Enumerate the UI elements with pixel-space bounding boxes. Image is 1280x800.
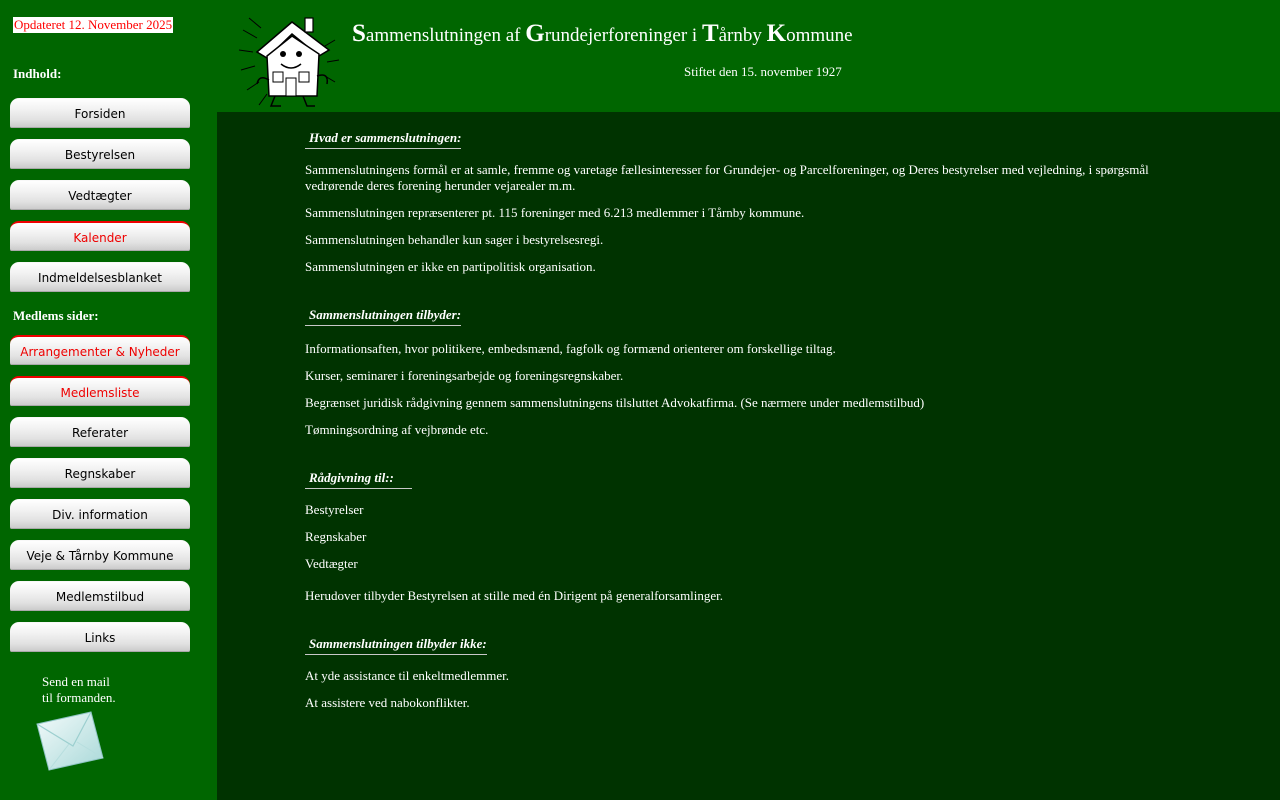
members-heading: Medlems sider: [13,308,99,323]
envelope-icon[interactable] [35,710,107,772]
section-heading: Sammenslutningen tilbyder ikke: [305,636,487,655]
section-offers [305,307,461,326]
paragraph: Tømningsordning af vejbrønde etc. [305,422,489,437]
paragraph: At assistere ved nabokonflikter. [305,695,470,710]
founded-date: Stiftet den 15. november 1927 [684,64,842,79]
sidebar [0,0,217,800]
section-heading: Rådgivning til:: [305,470,412,489]
nav-indmeldelsesblanket-button[interactable]: Indmeldelsesblanket [10,262,190,292]
nav-forsiden-button[interactable]: Forsiden [10,98,190,128]
mail-chairman-text[interactable] [42,674,116,706]
house-mascot-icon [237,10,343,108]
paragraph: Sammenslutningen er ikke en partipolitisk organisation. [305,259,596,274]
section-heading: Sammenslutningen tilbyder: [305,307,461,326]
paragraph: Kurser, seminarer i foreningsarbejde og foreningsregnskaber. [305,368,624,383]
nav-bestyrelsen-button[interactable]: Bestyrelsen [10,139,190,169]
nav-medlemsliste-button[interactable]: Medlemsliste [10,376,190,406]
contents-heading: Indhold: [13,66,62,81]
header [217,0,1280,112]
nav-regnskaber-button[interactable]: Regnskaber [10,458,190,488]
paragraph: Vedtægter [305,556,358,571]
paragraph: Begrænset juridisk rådgivning gennem sammenslutningens tilsluttet Advokatfirma. (Se nærmere under medlemstilbud) [305,395,925,410]
nav-kalender-button[interactable]: Kalender [10,221,190,251]
nav-arrangementer-button[interactable]: Arrangementer & Nyheder [10,335,190,365]
section-heading: Hvad er sammenslutningen: [305,130,461,149]
nav-vedtaegter-button[interactable]: Vedtægter [10,180,190,210]
paragraph: Sammenslutningen repræsenterer pt. 115 foreninger med 6.213 medlemmer i Tårnby kommune. [305,205,805,220]
section-advice [305,470,412,489]
section-what-is [305,130,461,149]
nav-medlemstilbud-button[interactable]: Medlemstilbud [10,581,190,611]
nav-veje-taarnby-button[interactable]: Veje & Tårnby Kommune [10,540,190,570]
nav-referater-button[interactable]: Referater [10,417,190,447]
paragraph: Herudover tilbyder Bestyrelsen at stille med én Dirigent på generalforsamlinger. [305,588,724,603]
paragraph: Informationsaften, hvor politikere, embedsmænd, fagfolk og formænd orienterer om forskellige tiltag. [305,341,836,356]
nav-links-button[interactable]: Links [10,622,190,652]
paragraph: Sammenslutningens formål er at samle, fremme og varetage fællesinteresser for Grundejer- og Parcelforeninger, og Deres bestyrelser med vejledning, i spørgsmål vedrørende deres forening herunder vejarealer m.m. [305,162,1149,193]
mail-line-1: Send en mail [42,674,110,689]
updated-date: Opdateret 12. November 2025 [14,17,173,32]
nav-div-information-button[interactable]: Div. information [10,499,190,529]
paragraph: Regnskaber [305,529,367,544]
paragraph: Sammenslutningen behandler kun sager i bestyrelsesregi. [305,232,604,247]
section-does-not-offer [305,636,487,655]
paragraph: Bestyrelser [305,502,364,517]
paragraph: At yde assistance til enkeltmedlemmer. [305,668,509,683]
mail-line-2: til formanden. [42,690,116,705]
site-title: Sammenslutningen af Grundejerforeninger i Tårnby Kommune [352,20,853,47]
